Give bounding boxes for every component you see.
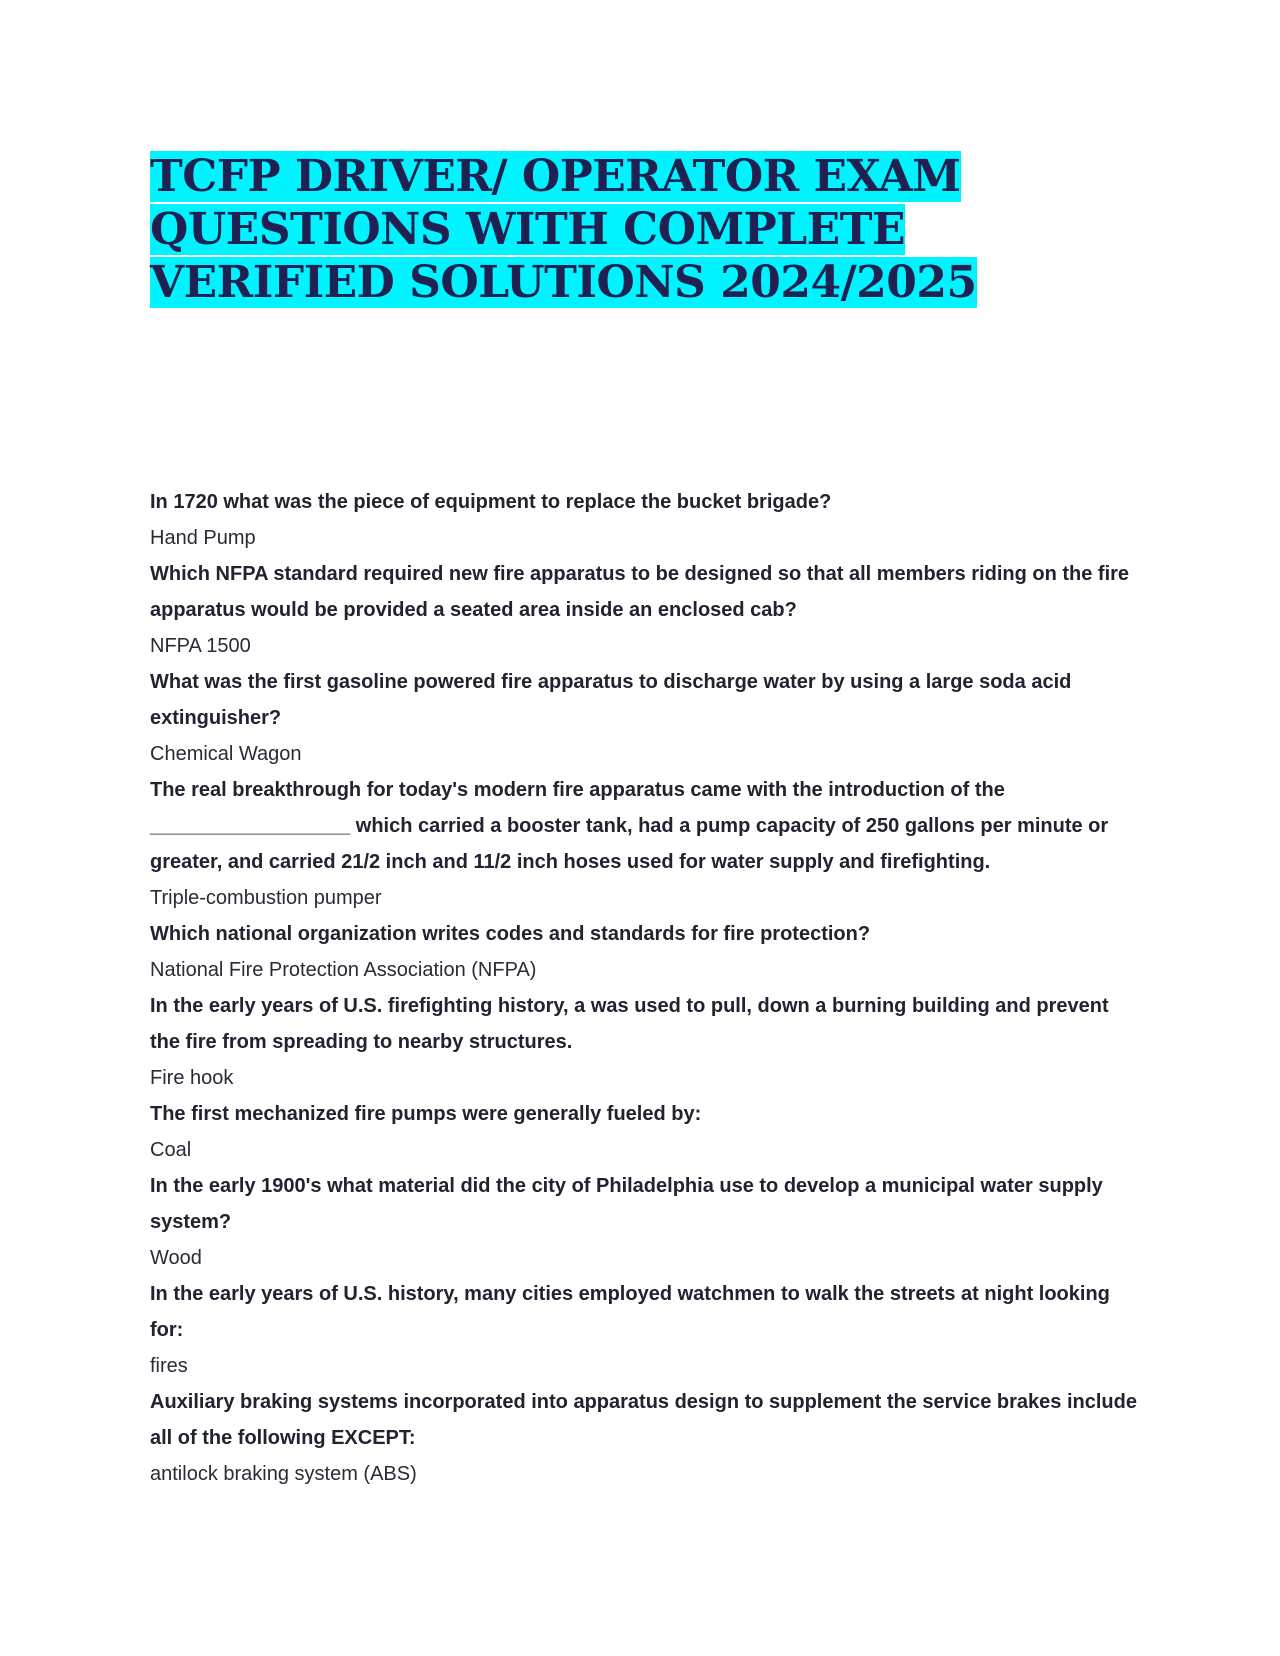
answer-10: antilock braking system (ABS) [150, 1463, 417, 1485]
question-4: The real breakthrough for today's modern fire apparatus came with the introduction of the __________________ which carried a booster tank, had a pump capacity of 250 gallons per minute or greater, and carried 21/2 inch and 11/2 inch hoses used for water supply and firefighting. [150, 779, 1109, 873]
question-6: In the early years of U.S. firefighting history, a was used to pull, down a burning building and prevent the fire from spreading to nearby structures. [150, 995, 1109, 1053]
question-7: The first mechanized fire pumps were generally fueled by: [150, 1103, 702, 1125]
question-10: Auxiliary braking systems incorporated into apparatus design to supplement the service brakes include all of the following EXCEPT: [150, 1391, 1137, 1449]
answer-4: Triple-combustion pumper [150, 887, 382, 909]
question-3: What was the first gasoline powered fire apparatus to discharge water by using a large soda acid extinguisher? [150, 671, 1072, 729]
document-page [150, 150, 1140, 1485]
answer-3: Chemical Wagon [150, 743, 302, 765]
answer-7: Coal [150, 1139, 192, 1161]
question-1: In 1720 what was the piece of equipment to replace the bucket brigade? [150, 491, 832, 513]
question-2: Which NFPA standard required new fire apparatus to be designed so that all members riding on the fire apparatus would be provided a seated area inside an enclosed cab? [150, 563, 1130, 621]
question-9: In the early years of U.S. history, many cities employed watchmen to walk the streets at night looking for: [150, 1283, 1110, 1341]
question-8: In the early 1900's what material did the city of Philadelphia use to develop a municipal water supply system? [150, 1175, 1103, 1233]
question-5: Which national organization writes codes and standards for fire protection? [150, 923, 871, 945]
answer-8: Wood [150, 1247, 202, 1269]
answer-2: NFPA 1500 [150, 635, 251, 657]
question-answer-list [150, 484, 1140, 1492]
answer-9: fires [150, 1355, 188, 1377]
document-title [150, 150, 1140, 309]
answer-6: Fire hook [150, 1067, 234, 1089]
answer-1: Hand Pump [150, 527, 256, 549]
document-title-text: TCFP DRIVER/ OPERATOR EXAM QUESTIONS WITH COMPLETE VERIFIED SOLUTIONS 2024/2025 [150, 151, 977, 308]
answer-5: National Fire Protection Association (NFPA) [150, 959, 537, 981]
